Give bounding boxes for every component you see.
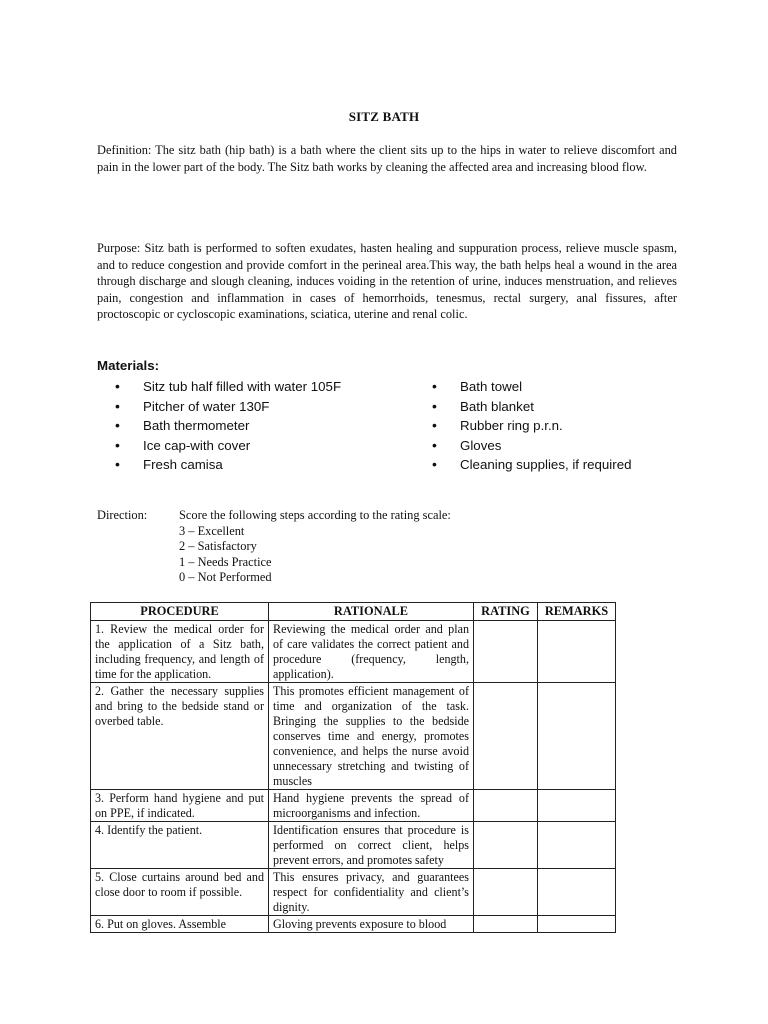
list-item: • Bath towel — [432, 377, 631, 397]
header-procedure: PROCEDURE — [91, 603, 269, 621]
list-item: • Gloves — [432, 436, 631, 456]
table-row — [91, 916, 616, 933]
rationale-cell: Reviewing the medical order and plan of care validates the correct patient and procedure (frequency, length, application). — [269, 621, 474, 683]
rationale-cell: This promotes efficient management of time and organization of the task. Bringing the supplies to the bedside conserves time and energy, promotes convenience, and helps the nurse avoid unnecessary stretching and twisting of muscles — [269, 683, 474, 790]
remarks-cell[interactable] — [538, 822, 616, 869]
list-item: • Rubber ring p.r.n. — [432, 416, 631, 436]
rating-cell[interactable] — [474, 790, 538, 822]
rationale-cell: Hand hygiene prevents the spread of microorganisms and infection. — [269, 790, 474, 822]
rationale-cell: This ensures privacy, and guarantees respect for confidentiality and client’s dignity. — [269, 869, 474, 916]
rationale-cell: Identification ensures that procedure is performed on correct client, helps prevent errors, and promotes safety — [269, 822, 474, 869]
table-row — [91, 822, 616, 869]
rating-cell[interactable] — [474, 916, 538, 933]
rating-cell[interactable] — [474, 621, 538, 683]
list-item: • Pitcher of water 130F — [115, 397, 341, 417]
remarks-cell[interactable] — [538, 683, 616, 790]
remarks-cell[interactable] — [538, 790, 616, 822]
direction-body — [179, 508, 451, 586]
materials-heading: Materials: — [97, 358, 160, 373]
purpose-paragraph: Purpose: Sitz bath is performed to soften exudates, hasten healing and suppuration process, relieve muscle spasm, and to reduce congestion and provide comfort in the perineal area.This way, the bath helps heal a wound in the area through discharge and slough cleaning, induces voiding in the retention of urine, induces menstruation, and relieves pain, congestion and inflammation in cases of hemorrhoids, tenesmus, rectal surgery, anal fissures, after proctoscopic or cycloscopic examinations, sciatica, uterine and renal colic. — [97, 241, 677, 321]
list-item: • Bath thermometer — [115, 416, 341, 436]
rationale-cell: Gloving prevents exposure to blood — [269, 916, 474, 933]
remarks-cell[interactable] — [538, 869, 616, 916]
table-row — [91, 790, 616, 822]
direction-text: Score the following steps according to the rating scale: — [179, 508, 451, 522]
scale-item: 3 – Excellent — [179, 523, 245, 538]
materials-list-left — [115, 377, 341, 475]
procedure-cell: 3. Perform hand hygiene and put on PPE, if indicated. — [91, 790, 269, 822]
procedure-cell: 1. Review the medical order for the application of a Sitz bath, including frequency, and length of time for the application. — [91, 621, 269, 683]
table-header-row — [91, 603, 616, 621]
list-item: • Cleaning supplies, if required — [432, 455, 631, 475]
procedure-cell: 2. Gather the necessary supplies and bring to the bedside stand or overbed table. — [91, 683, 269, 790]
procedure-cell: 6. Put on gloves. Assemble — [91, 916, 269, 933]
materials-list-right — [432, 377, 631, 475]
page-title: SITZ BATH — [348, 109, 420, 124]
rating-cell[interactable] — [474, 822, 538, 869]
remarks-cell[interactable] — [538, 916, 616, 933]
rating-cell[interactable] — [474, 869, 538, 916]
header-rating: RATING — [474, 603, 538, 621]
procedure-table — [90, 602, 616, 933]
table-row — [91, 683, 616, 790]
table-row — [91, 621, 616, 683]
list-item: • Fresh camisa — [115, 455, 341, 475]
header-remarks: REMARKS — [538, 603, 616, 621]
list-item: • Ice cap-with cover — [115, 436, 341, 456]
list-item: • Bath blanket — [432, 397, 631, 417]
list-item: • Sitz tub half filled with water 105F — [115, 377, 341, 397]
procedure-cell: 5. Close curtains around bed and close door to room if possible. — [91, 869, 269, 916]
definition-paragraph: Definition: The sitz bath (hip bath) is a bath where the client sits up to the hips in water to relieve discomfort and pain in the lower part of the body. The Sitz bath works by cleaning the affected area and increasing blood flow. — [97, 143, 677, 174]
remarks-cell[interactable] — [538, 621, 616, 683]
scale-item: 2 – Satisfactory — [179, 539, 257, 554]
procedure-cell: 4. Identify the patient. — [91, 822, 269, 869]
scale-item: 1 – Needs Practice — [179, 554, 272, 569]
table-row — [91, 869, 616, 916]
header-rationale: RATIONALE — [269, 603, 474, 621]
rating-cell[interactable] — [474, 683, 538, 790]
direction-label: Direction: — [97, 508, 148, 522]
scale-item: 0 – Not Performed — [179, 570, 272, 585]
